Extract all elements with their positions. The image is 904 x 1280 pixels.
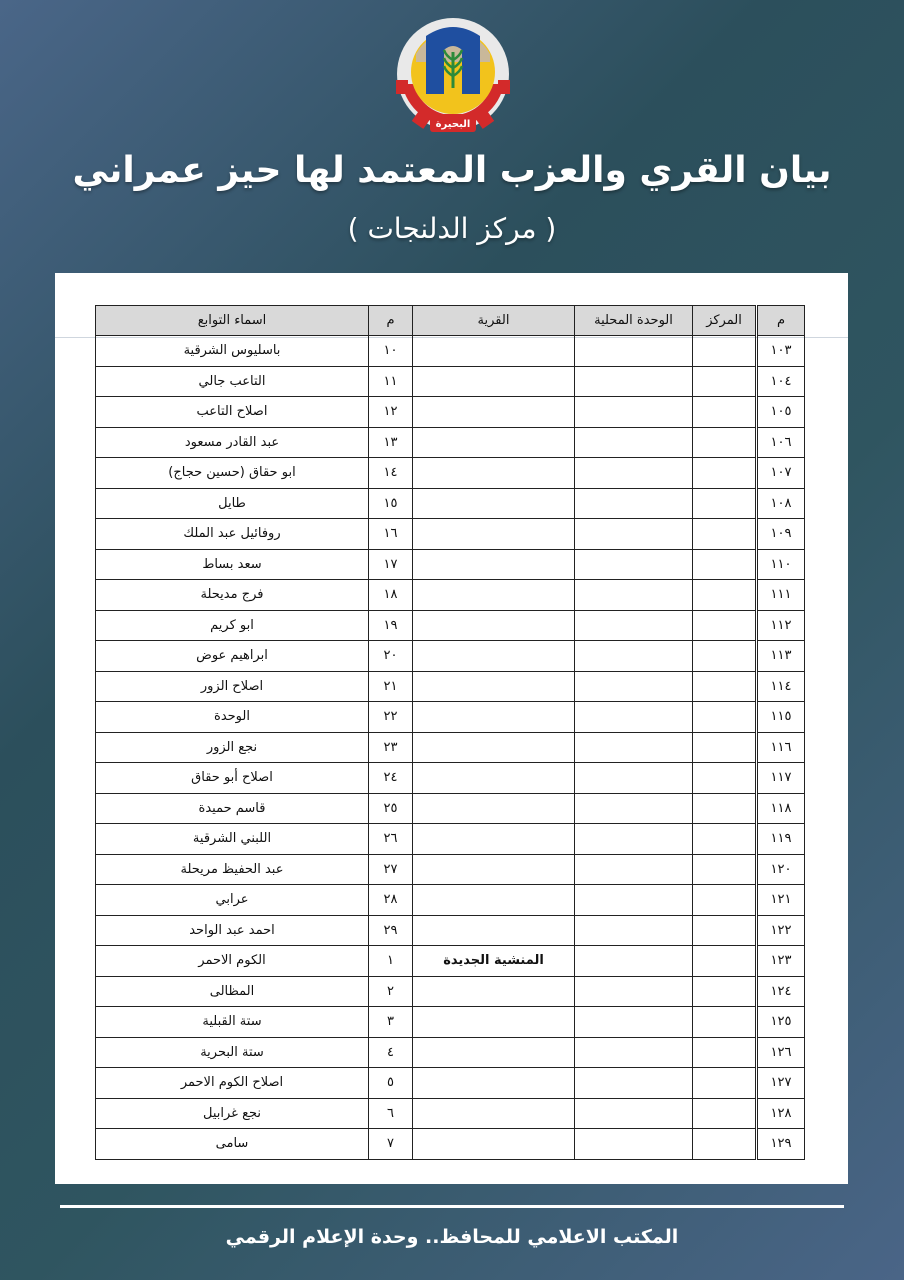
cell-village: [413, 1007, 575, 1038]
cell-sub-number: ٥: [369, 1068, 413, 1099]
footer-divider: [60, 1205, 844, 1208]
cell-village: [413, 976, 575, 1007]
cell-sub-number: ٢٨: [369, 885, 413, 916]
cell-village: [413, 885, 575, 916]
cell-sub-name: نجع غرابيل: [96, 1098, 369, 1129]
cell-village: [413, 519, 575, 550]
cell-village: المنشية الجديدة: [413, 946, 575, 977]
cell-sub-number: ١٠: [369, 336, 413, 367]
cell-local-unit: [575, 1098, 693, 1129]
cell-markaz: [693, 854, 757, 885]
cell-village: [413, 641, 575, 672]
header-markaz: المركز: [693, 306, 757, 336]
cell-sub-number: ١٨: [369, 580, 413, 611]
cell-markaz: [693, 641, 757, 672]
cell-markaz: [693, 1129, 757, 1160]
cell-serial: ١١٤: [757, 671, 805, 702]
cell-sub-name: سامى: [96, 1129, 369, 1160]
cell-sub-name: الكوم الاحمر: [96, 946, 369, 977]
cell-serial: ١٠٤: [757, 366, 805, 397]
cell-sub-number: ١١: [369, 366, 413, 397]
cell-serial: ١١١: [757, 580, 805, 611]
cell-village: [413, 824, 575, 855]
cell-village: [413, 610, 575, 641]
footer-credit: المكتب الاعلامي للمحافظ.. وحدة الإعلام الرقمي: [225, 1226, 679, 1248]
cell-serial: ١٢٦: [757, 1037, 805, 1068]
cell-local-unit: [575, 488, 693, 519]
cell-sub-number: ٢٢: [369, 702, 413, 733]
cell-sub-name: عرابي: [96, 885, 369, 916]
cell-sub-number: ١٦: [369, 519, 413, 550]
cell-sub-name: ستة البحرية: [96, 1037, 369, 1068]
cell-village: [413, 793, 575, 824]
table-row: [96, 458, 805, 489]
villages-table: [95, 305, 805, 1160]
cell-serial: ١٠٣: [757, 336, 805, 367]
table-row: [96, 976, 805, 1007]
table-row: [96, 336, 805, 367]
table-row: [96, 854, 805, 885]
cell-markaz: [693, 793, 757, 824]
header-local-unit: الوحدة المحلية: [575, 306, 693, 336]
cell-sub-number: ٢١: [369, 671, 413, 702]
cell-sub-name: احمد عبد الواحد: [96, 915, 369, 946]
cell-markaz: [693, 1068, 757, 1099]
cell-serial: ١٢٨: [757, 1098, 805, 1129]
cell-village: [413, 763, 575, 794]
page-subtitle: ( مركز الدلنجات ): [347, 212, 557, 245]
cell-local-unit: [575, 1068, 693, 1099]
table-header-row: [96, 306, 805, 336]
cell-local-unit: [575, 397, 693, 428]
cell-serial: ١٢٤: [757, 976, 805, 1007]
cell-sub-name: عبد القادر مسعود: [96, 427, 369, 458]
cell-sub-name: ستة القبلية: [96, 1007, 369, 1038]
cell-sub-number: ١٣: [369, 427, 413, 458]
cell-sub-number: ١٢: [369, 397, 413, 428]
cell-sub-number: ٢٥: [369, 793, 413, 824]
cell-sub-name: عبد الحفيظ مريحلة: [96, 854, 369, 885]
cell-markaz: [693, 1098, 757, 1129]
header-sub-names: اسماء التوابع: [96, 306, 369, 336]
cell-markaz: [693, 427, 757, 458]
cell-local-unit: [575, 671, 693, 702]
cell-serial: ١٠٩: [757, 519, 805, 550]
cell-markaz: [693, 397, 757, 428]
table-row: [96, 519, 805, 550]
cell-serial: ١١٨: [757, 793, 805, 824]
cell-markaz: [693, 488, 757, 519]
cell-sub-name: الوحدة: [96, 702, 369, 733]
cell-village: [413, 427, 575, 458]
cell-serial: ١٠٨: [757, 488, 805, 519]
cell-local-unit: [575, 793, 693, 824]
cell-serial: ١١٦: [757, 732, 805, 763]
cell-sub-name: اصلاح التاعب: [96, 397, 369, 428]
cell-local-unit: [575, 763, 693, 794]
cell-local-unit: [575, 336, 693, 367]
cell-serial: ١٢٧: [757, 1068, 805, 1099]
table-row: [96, 946, 805, 977]
logo-label: البحيرة: [435, 119, 471, 130]
cell-sub-name: باسليوس الشرقية: [96, 336, 369, 367]
cell-sub-name: روفائيل عبد الملك: [96, 519, 369, 550]
cell-local-unit: [575, 885, 693, 916]
cell-local-unit: [575, 702, 693, 733]
cell-sub-number: ١٥: [369, 488, 413, 519]
cell-village: [413, 580, 575, 611]
cell-serial: ١٠٧: [757, 458, 805, 489]
cell-sub-number: ١٩: [369, 610, 413, 641]
cell-serial: ١٠٥: [757, 397, 805, 428]
cell-sub-number: ٤: [369, 1037, 413, 1068]
table-row: [96, 1098, 805, 1129]
cell-local-unit: [575, 519, 693, 550]
cell-sub-name: التاعب جالي: [96, 366, 369, 397]
cell-serial: ١١٥: [757, 702, 805, 733]
cell-serial: ١٢٩: [757, 1129, 805, 1160]
cell-sub-name: نجع الزور: [96, 732, 369, 763]
cell-village: [413, 336, 575, 367]
table-row: [96, 610, 805, 641]
cell-village: [413, 1037, 575, 1068]
cell-sub-name: اصلاح أبو حقاق: [96, 763, 369, 794]
cell-village: [413, 397, 575, 428]
cell-local-unit: [575, 732, 693, 763]
cell-sub-number: ١٧: [369, 549, 413, 580]
cell-village: [413, 671, 575, 702]
cell-markaz: [693, 549, 757, 580]
cell-serial: ١٠٦: [757, 427, 805, 458]
cell-serial: ١٢٠: [757, 854, 805, 885]
cell-local-unit: [575, 1129, 693, 1160]
cell-local-unit: [575, 854, 693, 885]
cell-sub-name: ابو كريم: [96, 610, 369, 641]
header-sub-number: م: [369, 306, 413, 336]
cell-sub-name: طايل: [96, 488, 369, 519]
cell-village: [413, 1098, 575, 1129]
cell-local-unit: [575, 824, 693, 855]
cell-markaz: [693, 610, 757, 641]
cell-serial: ١١٢: [757, 610, 805, 641]
table-row: [96, 1129, 805, 1160]
cell-local-unit: [575, 610, 693, 641]
table-row: [96, 1068, 805, 1099]
cell-sub-name: ابراهيم عوض: [96, 641, 369, 672]
cell-markaz: [693, 976, 757, 1007]
cell-sub-number: ٣: [369, 1007, 413, 1038]
cell-serial: ١١٧: [757, 763, 805, 794]
cell-local-unit: [575, 1007, 693, 1038]
cell-local-unit: [575, 1037, 693, 1068]
cell-sub-name: اصلاح الزور: [96, 671, 369, 702]
cell-sub-number: ٢٣: [369, 732, 413, 763]
header-village: القرية: [413, 306, 575, 336]
cell-local-unit: [575, 946, 693, 977]
cell-sub-number: ٢٦: [369, 824, 413, 855]
header-serial: م: [757, 306, 805, 336]
table-row: [96, 763, 805, 794]
cell-sub-number: ٢: [369, 976, 413, 1007]
cell-local-unit: [575, 976, 693, 1007]
cell-sub-number: ١: [369, 946, 413, 977]
cell-sub-number: ٢٧: [369, 854, 413, 885]
cell-sub-number: ١٤: [369, 458, 413, 489]
table-row: [96, 397, 805, 428]
cell-local-unit: [575, 915, 693, 946]
cell-sub-number: ٢٩: [369, 915, 413, 946]
table-row: [96, 793, 805, 824]
cell-serial: ١٢٥: [757, 1007, 805, 1038]
cell-local-unit: [575, 641, 693, 672]
page-title: بيان القري والعزب المعتمد لها حيز عمراني: [72, 150, 832, 191]
cell-local-unit: [575, 427, 693, 458]
cell-village: [413, 702, 575, 733]
cell-serial: ١٢١: [757, 885, 805, 916]
cell-sub-name: ابو حقاق (حسين حجاج): [96, 458, 369, 489]
table-row: [96, 488, 805, 519]
cell-markaz: [693, 458, 757, 489]
cell-serial: ١٢٢: [757, 915, 805, 946]
cell-markaz: [693, 336, 757, 367]
cell-markaz: [693, 732, 757, 763]
cell-village: [413, 549, 575, 580]
table-row: [96, 580, 805, 611]
cell-sub-number: ٦: [369, 1098, 413, 1129]
table-row: [96, 671, 805, 702]
cell-village: [413, 854, 575, 885]
cell-local-unit: [575, 366, 693, 397]
cell-serial: ١١٠: [757, 549, 805, 580]
cell-sub-name: فرج مديحلة: [96, 580, 369, 611]
cell-sub-number: ٢٠: [369, 641, 413, 672]
cell-sub-name: اللبني الشرقية: [96, 824, 369, 855]
cell-sub-name: سعد بساط: [96, 549, 369, 580]
cell-sub-number: ٧: [369, 1129, 413, 1160]
cell-sub-number: ٢٤: [369, 763, 413, 794]
cell-local-unit: [575, 580, 693, 611]
table-row: [96, 427, 805, 458]
cell-village: [413, 732, 575, 763]
table-row: [96, 732, 805, 763]
table-row: [96, 641, 805, 672]
cell-markaz: [693, 1007, 757, 1038]
cell-markaz: [693, 366, 757, 397]
cell-markaz: [693, 946, 757, 977]
cell-local-unit: [575, 458, 693, 489]
cell-sub-name: المظالى: [96, 976, 369, 1007]
cell-markaz: [693, 1037, 757, 1068]
table-row: [96, 915, 805, 946]
cell-markaz: [693, 580, 757, 611]
table-row: [96, 885, 805, 916]
table-row: [96, 366, 805, 397]
cell-village: [413, 1068, 575, 1099]
cell-markaz: [693, 702, 757, 733]
cell-markaz: [693, 915, 757, 946]
table-row: [96, 549, 805, 580]
governorate-logo: [392, 14, 514, 138]
cell-serial: ١١٣: [757, 641, 805, 672]
table-row: [96, 1037, 805, 1068]
cell-local-unit: [575, 549, 693, 580]
cell-sub-name: قاسم حميدة: [96, 793, 369, 824]
cell-markaz: [693, 763, 757, 794]
cell-serial: ١١٩: [757, 824, 805, 855]
table-row: [96, 702, 805, 733]
cell-markaz: [693, 519, 757, 550]
cell-serial: ١٢٣: [757, 946, 805, 977]
table-row: [96, 824, 805, 855]
cell-markaz: [693, 885, 757, 916]
cell-markaz: [693, 671, 757, 702]
cell-sub-name: اصلاح الكوم الاحمر: [96, 1068, 369, 1099]
cell-village: [413, 366, 575, 397]
cell-village: [413, 458, 575, 489]
cell-village: [413, 1129, 575, 1160]
document-sheet: [55, 273, 848, 1184]
cell-village: [413, 488, 575, 519]
cell-markaz: [693, 824, 757, 855]
table-row: [96, 1007, 805, 1038]
cell-village: [413, 915, 575, 946]
